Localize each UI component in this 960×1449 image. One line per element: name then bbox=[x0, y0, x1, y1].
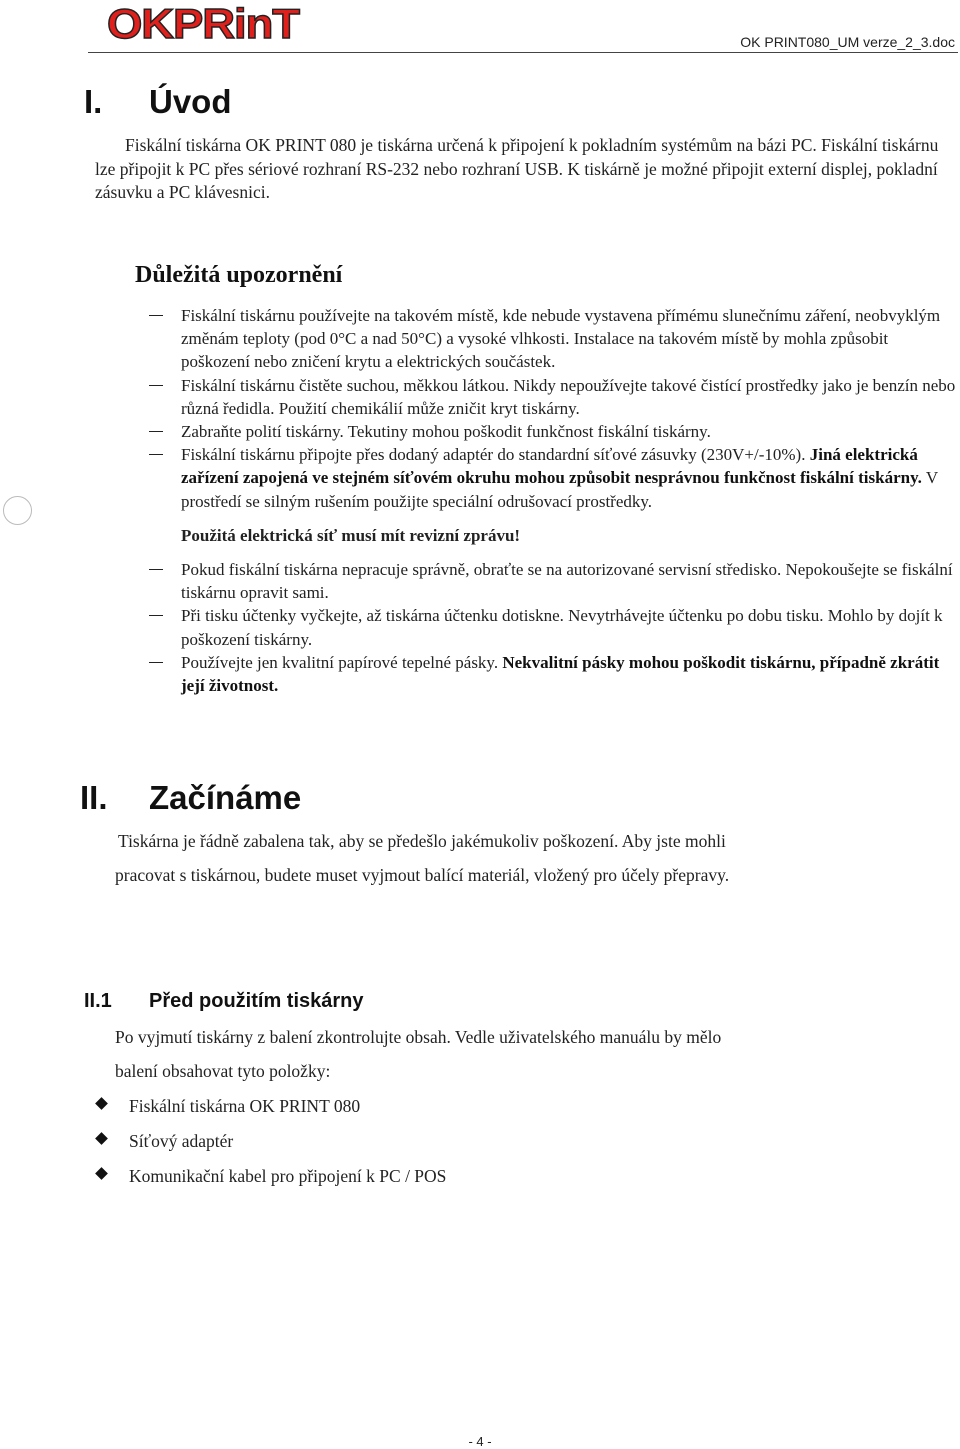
warning-item: Používejte jen kvalitní papírové tepelné pásky. Nekvalitní pásky mohou poškodit tiskárnu, případně zkrátit její životnost. bbox=[181, 652, 940, 696]
binder-hole-mark bbox=[3, 496, 32, 525]
subsection-title: Před použitím tiskárny bbox=[149, 990, 364, 1012]
section-title: Začínáme bbox=[149, 779, 302, 816]
warning-item: Fiskální tiskárnu připojte přes dodaný adaptér do standardní síťové zásuvky (230V+/-10%). Jiná elektrická zařízení zapojená ve stejném síťovém okruhu mohou způsobit nesprávnou funkčnost fiskální tiskárny. V prostředí se silným rušením použijte speciální odrušovací prostředky. bbox=[181, 445, 938, 511]
section-number: II. bbox=[80, 779, 108, 816]
diamond-bullet-icon bbox=[95, 1167, 108, 1180]
list-item: Fiskální tiskárna OK PRINT 080 bbox=[96, 1094, 446, 1129]
okprint-logo bbox=[107, 4, 302, 44]
warnings-list bbox=[147, 304, 959, 697]
warning-item: Fiskální tiskárnu čistěte suchou, měkkou látkou. Nikdy nepoužívejte takové čistící prostředky jako je benzín nebo různá ředidla. Použití chemikálií může zničit kryt tiskárny. bbox=[181, 375, 956, 418]
svg-text:OKPRinT: OKPRinT bbox=[107, 4, 301, 44]
page-number: - 4 - bbox=[468, 1434, 492, 1449]
section-number: I. bbox=[84, 83, 103, 120]
list-item: Komunikační kabel pro připojení k PC / POS bbox=[96, 1164, 446, 1199]
section-title: Úvod bbox=[149, 83, 232, 120]
warning-item: Fiskální tiskárnu používejte na takovém místě, kde nebude vystavena přímému slunečnímu záření, neobvyklým změnám teploty (pod 0°C a nad 50°C) a vysoké vlhkosti. Instalace na takovém místě by mohla způsobit poškození nebo zničení krytu a elektrických součástek. bbox=[181, 306, 941, 372]
intro-paragraph: Fiskální tiskárna OK PRINT 080 je tiskárna určená k připojení k pokladním systémům na bázi PC. Fiskální tiskárnu lze připojit k PC přes sériové rozhraní RS-232 nebo rozhraní USB. K tiskárně je možné připojit externí displej, pokladní zásuvku a PC klávesnici. bbox=[95, 135, 939, 202]
paragraph-line: pracovat s tiskárnou, budete muset vyjmout balící materiál, vložený pro účely přepravy. bbox=[115, 865, 730, 885]
paragraph-line: Po vyjmutí tiskárny z balení zkontrolujte obsah. Vedle uživatelského manuálu by mělo bbox=[115, 1027, 722, 1047]
paragraph-line: Tiskárna je řádně zabalena tak, aby se předešlo jakémukoliv poškození. Aby jste mohli bbox=[118, 831, 726, 851]
warnings-heading: Důležitá upozornění bbox=[135, 262, 343, 288]
document-filename: OK PRINT080_UM verze_2_3.doc bbox=[740, 34, 955, 50]
package-contents-list bbox=[96, 1094, 446, 1199]
power-grid-warning: Použitá elektrická síť musí mít revizní zprávu! bbox=[181, 525, 521, 545]
list-item: Síťový adaptér bbox=[96, 1129, 446, 1164]
diamond-bullet-icon bbox=[95, 1097, 108, 1110]
subsection-number: II.1 bbox=[84, 990, 112, 1012]
warning-item: Pokud fiskální tiskárna nepracuje správně, obraťte se na autorizované servisní středisko. Nepokoušejte se fiskální tiskárnu opravit sami. bbox=[181, 560, 953, 603]
warning-item: Při tisku účtenky vyčkejte, až tiskárna účtenku dotiskne. Nevytrhávejte účtenku po dobu tisku. Mohlo by dojít k poškození tiskárny. bbox=[181, 606, 943, 649]
paragraph-line: balení obsahovat tyto položky: bbox=[115, 1061, 331, 1081]
header-rule bbox=[88, 52, 958, 53]
warning-item: Zabraňte polití tiskárny. Tekutiny mohou poškodit funkčnost fiskální tiskárny. bbox=[181, 422, 711, 442]
diamond-bullet-icon bbox=[95, 1132, 108, 1145]
